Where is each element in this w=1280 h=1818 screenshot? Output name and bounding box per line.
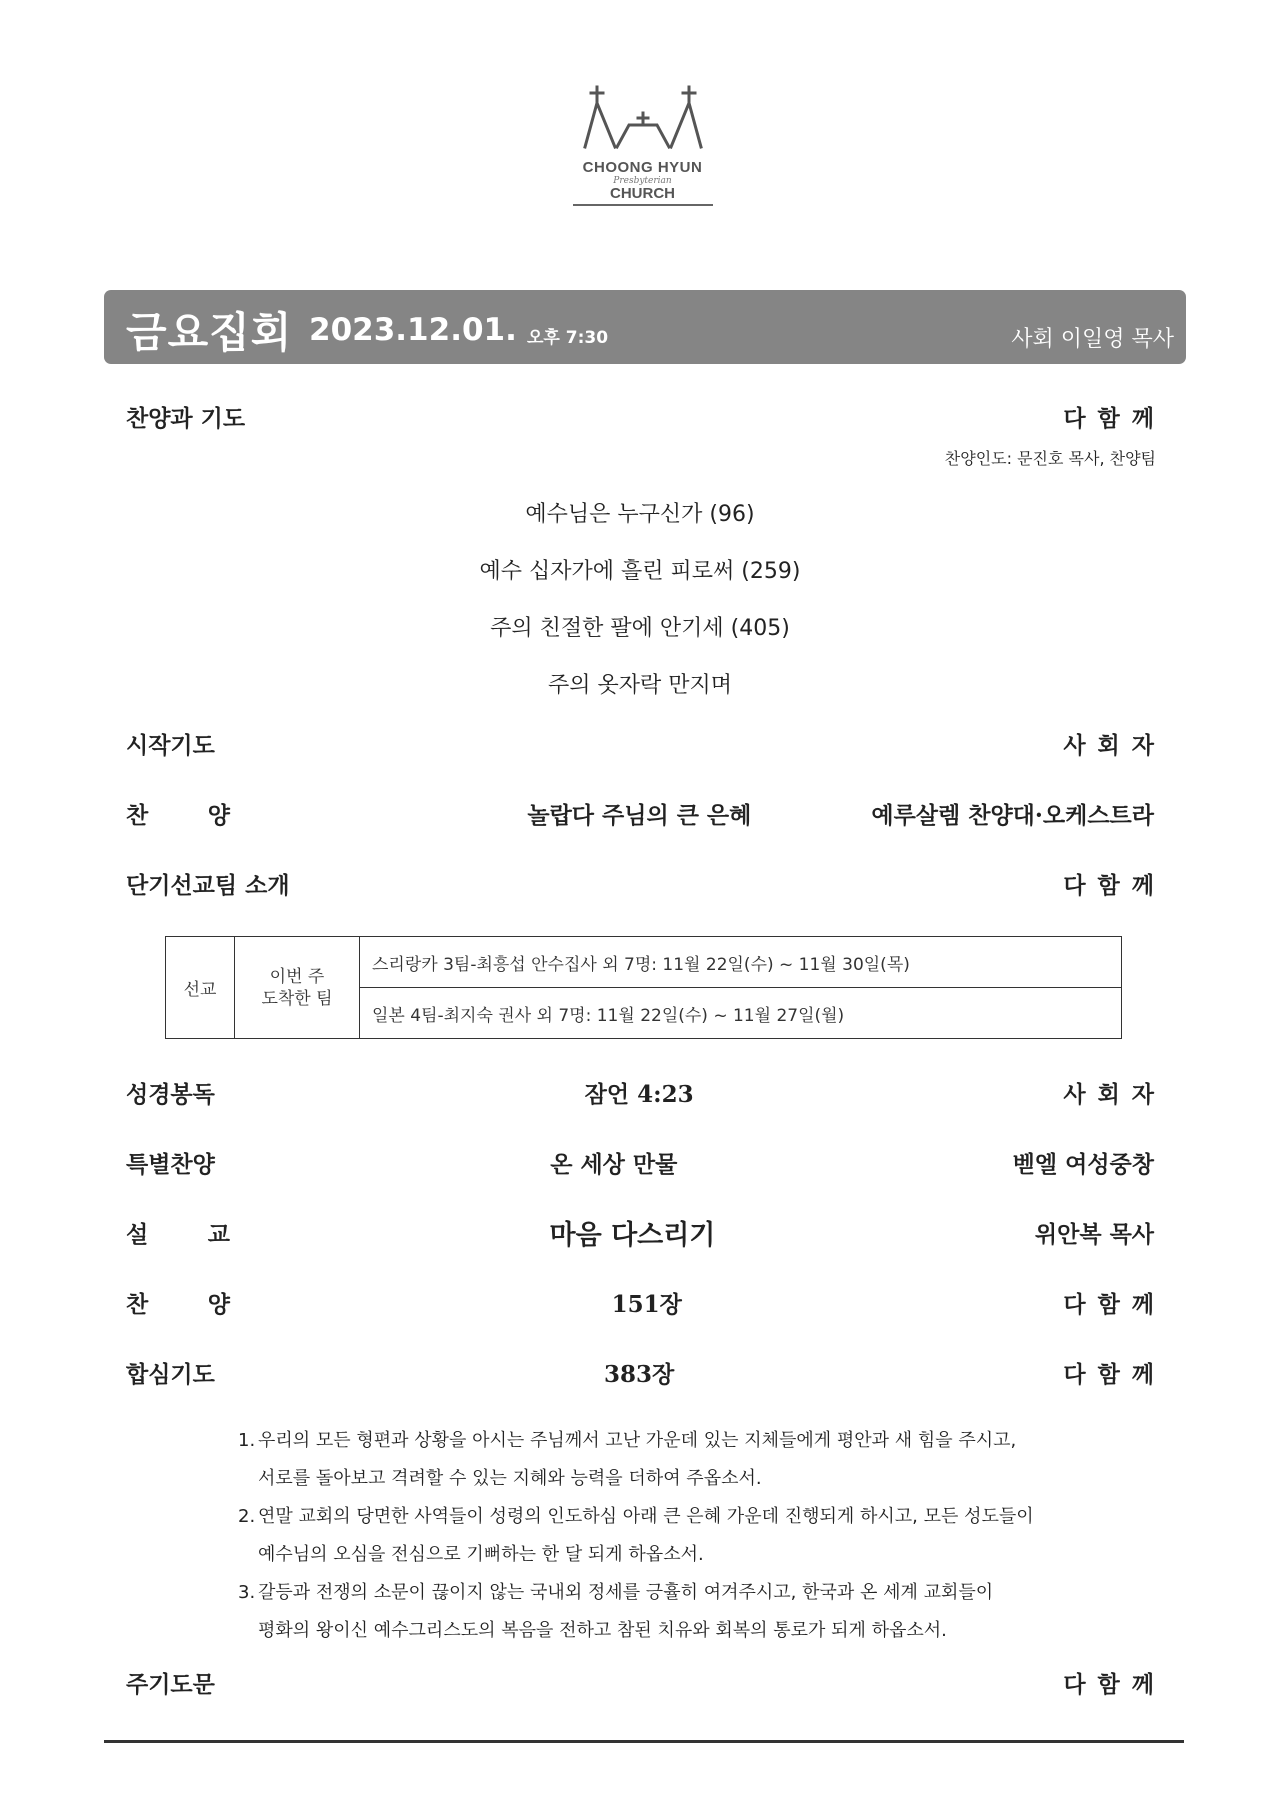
sermon-title: 마음 다스리기 <box>549 1219 716 1251</box>
order-leader: 사회자 <box>1063 1080 1167 1108</box>
order-item-anthem <box>126 795 1154 831</box>
order-label <box>126 797 230 830</box>
order-item-unison-prayer <box>126 1354 1167 1390</box>
table-cell-team: 스리랑카 3팀-최흥섭 안수집사 외 7명: 11월 22일(수) ~ 11월 30일(목) <box>360 937 1122 988</box>
order-label: 단기선교팀 소개 <box>126 871 290 899</box>
order-label-part: 찬 <box>126 1290 149 1318</box>
leader-dots <box>221 725 1057 761</box>
order-title: 151장 <box>611 1290 682 1318</box>
order-label <box>126 1216 230 1249</box>
prayer-line: 갈등과 전쟁의 소문이 끊이지 않는 국내외 정세를 긍휼히 여겨주시고, 한국과 온 세계 교회들이 <box>258 1582 994 1603</box>
leader-dots <box>221 1144 544 1180</box>
leader-dots <box>236 795 521 831</box>
list-item <box>238 1422 1098 1498</box>
song-item: 주의 친절한 팔에 안기세 (405) <box>490 616 790 641</box>
order-label: 성경봉독 <box>126 1080 215 1108</box>
table-cell-subcategory <box>235 937 360 1039</box>
leader-dots <box>251 398 1057 434</box>
order-leader: 위안복 목사 <box>1034 1220 1155 1248</box>
order-item-hymn <box>126 1284 1167 1320</box>
order-leader: 다함께 <box>1063 1290 1167 1318</box>
mission-team-table <box>165 936 1122 1039</box>
logo-text-presbyterian: Presbyterian <box>613 176 672 186</box>
leader-dots <box>221 1354 598 1390</box>
order-label: 특별찬양 <box>126 1150 215 1178</box>
song-item: 주의 옷자락 만지며 <box>547 673 732 698</box>
prayer-line: 평화의 왕이신 예수그리스도의 복음을 전하고 참된 치유와 회복의 통로가 되게 하옵소서. <box>258 1620 947 1641</box>
order-label-part: 찬 <box>126 801 149 829</box>
order-label: 시작기도 <box>126 731 215 759</box>
order-leader: 다함께 <box>1063 1670 1166 1698</box>
prayer-line: 우리의 모든 형편과 상황을 아시는 주님께서 고난 가운데 있는 지체들에게 평안과 새 힘을 주시고, <box>258 1430 1017 1451</box>
order-item-opening-prayer <box>126 725 1166 761</box>
logo-text-church: CHURCH <box>610 185 675 202</box>
order-item-praise <box>126 398 1166 434</box>
order-item-special-music <box>126 1144 1154 1180</box>
list-item <box>238 1498 1098 1574</box>
order-label: 합심기도 <box>126 1360 215 1388</box>
order-title: 383장 <box>604 1360 675 1388</box>
praise-leader-note: 찬양인도: 문진호 목사, 찬양팀 <box>944 449 1156 468</box>
table-row <box>166 937 1122 988</box>
prayer-line: 연말 교회의 당면한 사역들이 성령의 인도하심 아래 큰 은혜 가운데 진행되게 하시고, 모든 성도들이 <box>258 1506 1034 1527</box>
leader-dots <box>721 1214 1029 1250</box>
table-cell-category: 선교 <box>166 937 235 1039</box>
prayer-line: 서로를 돌아보고 격려할 수 있는 지혜와 능력을 더하여 주옵소서. <box>258 1468 762 1489</box>
church-logo <box>570 85 715 220</box>
order-item-mission-intro <box>126 865 1166 901</box>
order-label-part: 설 <box>126 1220 149 1248</box>
leader-dots <box>296 865 1058 901</box>
order-label: 찬양과 기도 <box>126 404 246 432</box>
leader-dots <box>221 1074 579 1110</box>
order-label: 주기도문 <box>126 1670 215 1698</box>
order-leader: 사회자 <box>1063 731 1166 759</box>
leader-dots <box>236 1214 544 1250</box>
order-leader: 다함께 <box>1063 1360 1167 1388</box>
page-title: 금요집회 <box>126 308 293 357</box>
order-leader: 벧엘 여성중창 <box>1012 1150 1154 1178</box>
leader-dots <box>683 1144 1006 1180</box>
logo-underline <box>573 204 713 206</box>
order-leader: 다함께 <box>1063 404 1166 432</box>
order-item-scripture <box>126 1074 1167 1110</box>
bottom-divider <box>104 1740 1184 1743</box>
list-item <box>238 1574 1098 1650</box>
order-label-part: 양 <box>207 1290 230 1318</box>
service-date: 2023.12.01. <box>309 312 517 348</box>
order-label <box>126 1286 230 1319</box>
leader-dots <box>757 795 865 831</box>
order-label-part: 양 <box>207 801 230 829</box>
order-title: 잠언 4:23 <box>584 1080 694 1108</box>
leader-dots <box>221 1664 1057 1700</box>
prayer-number: 2. <box>238 1506 256 1527</box>
logo-text-choong-hyun: CHOONG HYUN <box>582 159 703 176</box>
order-item-lords-prayer <box>126 1664 1166 1700</box>
service-time: 오후 7:30 <box>527 328 609 348</box>
prayer-number: 1. <box>238 1430 256 1451</box>
order-leader: 예루살렘 찬양대·오케스트라 <box>871 801 1154 829</box>
prayer-line: 예수님의 오심을 전심으로 기뻐하는 한 달 되게 하옵소서. <box>258 1544 704 1565</box>
leader-dots <box>236 1284 606 1320</box>
order-title: 놀랍다 주님의 큰 은혜 <box>527 802 752 829</box>
prayer-number: 3. <box>238 1582 256 1603</box>
order-leader: 다함께 <box>1063 871 1166 899</box>
subcategory-line: 이번 주 <box>269 966 325 987</box>
leader-dots <box>688 1284 1058 1320</box>
header-banner <box>104 290 1186 364</box>
song-item: 예수님은 누구신가 (96) <box>525 502 755 527</box>
table-cell-team: 일본 4팀-최지숙 권사 외 7명: 11월 22일(수) ~ 11월 27일(월) <box>360 988 1122 1039</box>
leader-dots <box>700 1074 1058 1110</box>
order-title: 온 세상 만물 <box>550 1150 678 1178</box>
subcategory-line: 도착한 팀 <box>261 988 333 1009</box>
song-item: 예수 십자가에 흘린 피로써 (259) <box>479 559 801 584</box>
church-spires-icon <box>583 85 703 157</box>
presider: 사회 이일영 목사 <box>1011 327 1174 352</box>
leader-dots <box>680 1354 1057 1390</box>
order-label-part: 교 <box>207 1220 230 1248</box>
order-item-sermon <box>126 1214 1154 1250</box>
prayer-list <box>238 1422 1098 1650</box>
